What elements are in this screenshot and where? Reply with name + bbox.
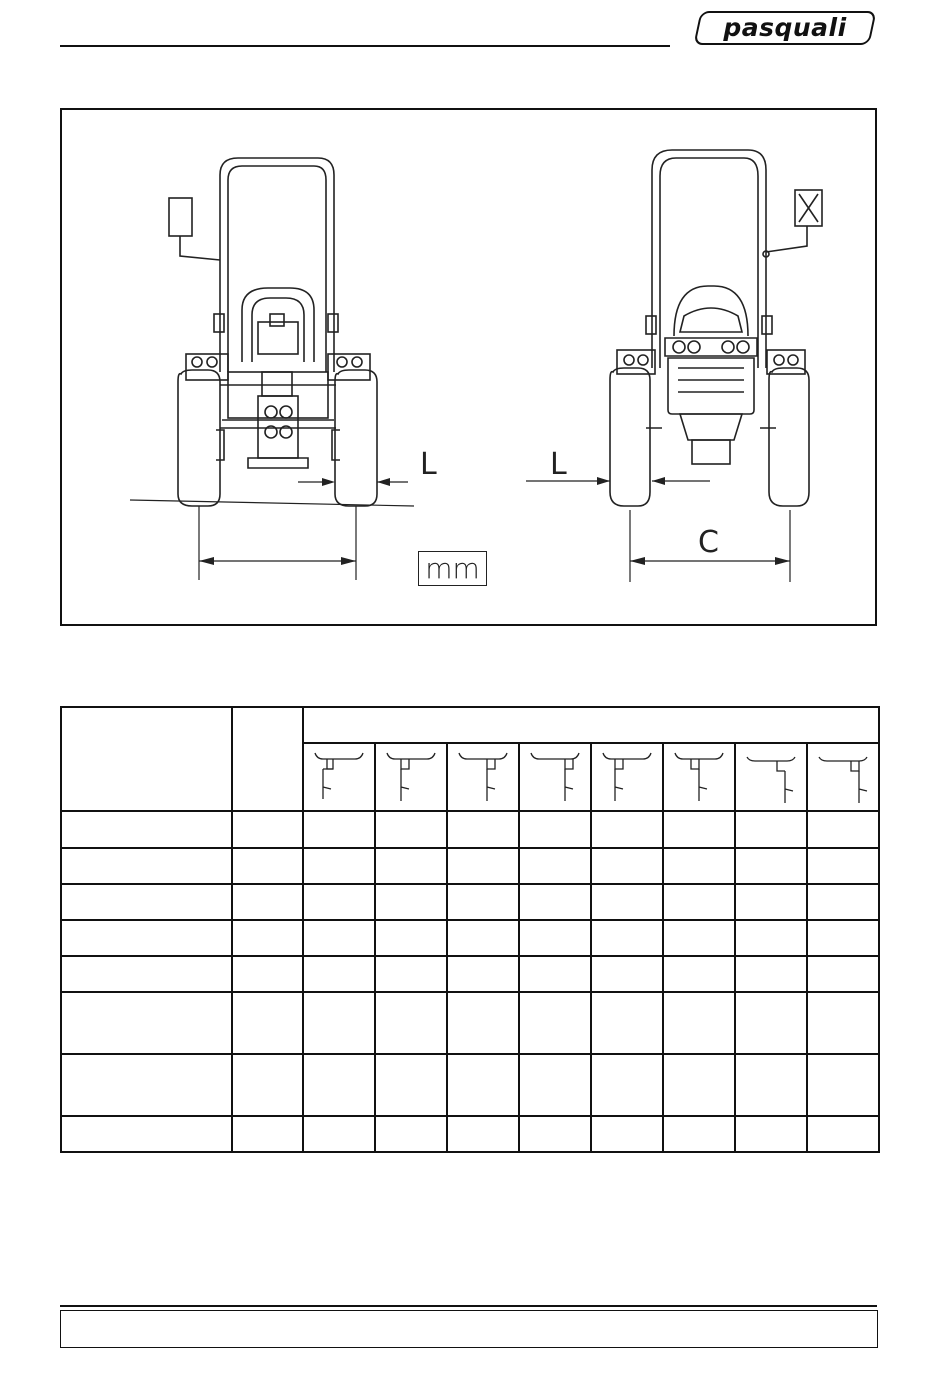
rim-icon-cell <box>375 743 447 811</box>
rim-position-5-icon <box>597 747 657 807</box>
wheel-track-table <box>60 706 880 1153</box>
table-header-row <box>61 707 879 743</box>
header-cell-rim-positions <box>303 707 879 743</box>
rim-icon-cell <box>663 743 735 811</box>
rim-position-6-icon <box>669 747 729 807</box>
table-row <box>61 1116 879 1152</box>
tractor-front-view <box>610 150 822 506</box>
rim-position-8-icon <box>813 747 873 807</box>
track-width-diagram <box>60 108 877 626</box>
footer-box <box>60 1310 878 1348</box>
rim-position-1-icon <box>309 747 369 807</box>
offset-label-right: L <box>550 447 567 482</box>
rim-position-7-icon <box>741 747 801 807</box>
unit-box: mm <box>418 551 487 586</box>
rim-icon-cell <box>303 743 375 811</box>
brand-logo <box>697 11 873 45</box>
table-row <box>61 811 879 848</box>
offset-label-left: L <box>420 447 437 482</box>
rim-icon-cell <box>447 743 519 811</box>
table-row <box>61 884 879 920</box>
header-cell-description <box>61 707 232 811</box>
rim-position-2-icon <box>381 747 441 807</box>
rim-icon-cell <box>591 743 663 811</box>
table-row <box>61 1054 879 1116</box>
tractor-rear-view <box>169 158 377 506</box>
track-label: C <box>698 525 719 560</box>
rim-position-4-icon <box>525 747 585 807</box>
footer-rule <box>60 1305 877 1307</box>
header-cell-unit <box>232 707 303 811</box>
rim-icon-cell <box>807 743 879 811</box>
rim-position-3-icon <box>453 747 513 807</box>
rim-icon-cell <box>735 743 807 811</box>
rim-icon-cell <box>519 743 591 811</box>
table-row <box>61 956 879 992</box>
brand-name: pasquali <box>723 13 847 42</box>
table-row <box>61 920 879 956</box>
table-row <box>61 992 879 1054</box>
table-row <box>61 848 879 884</box>
header-rule <box>60 45 670 47</box>
